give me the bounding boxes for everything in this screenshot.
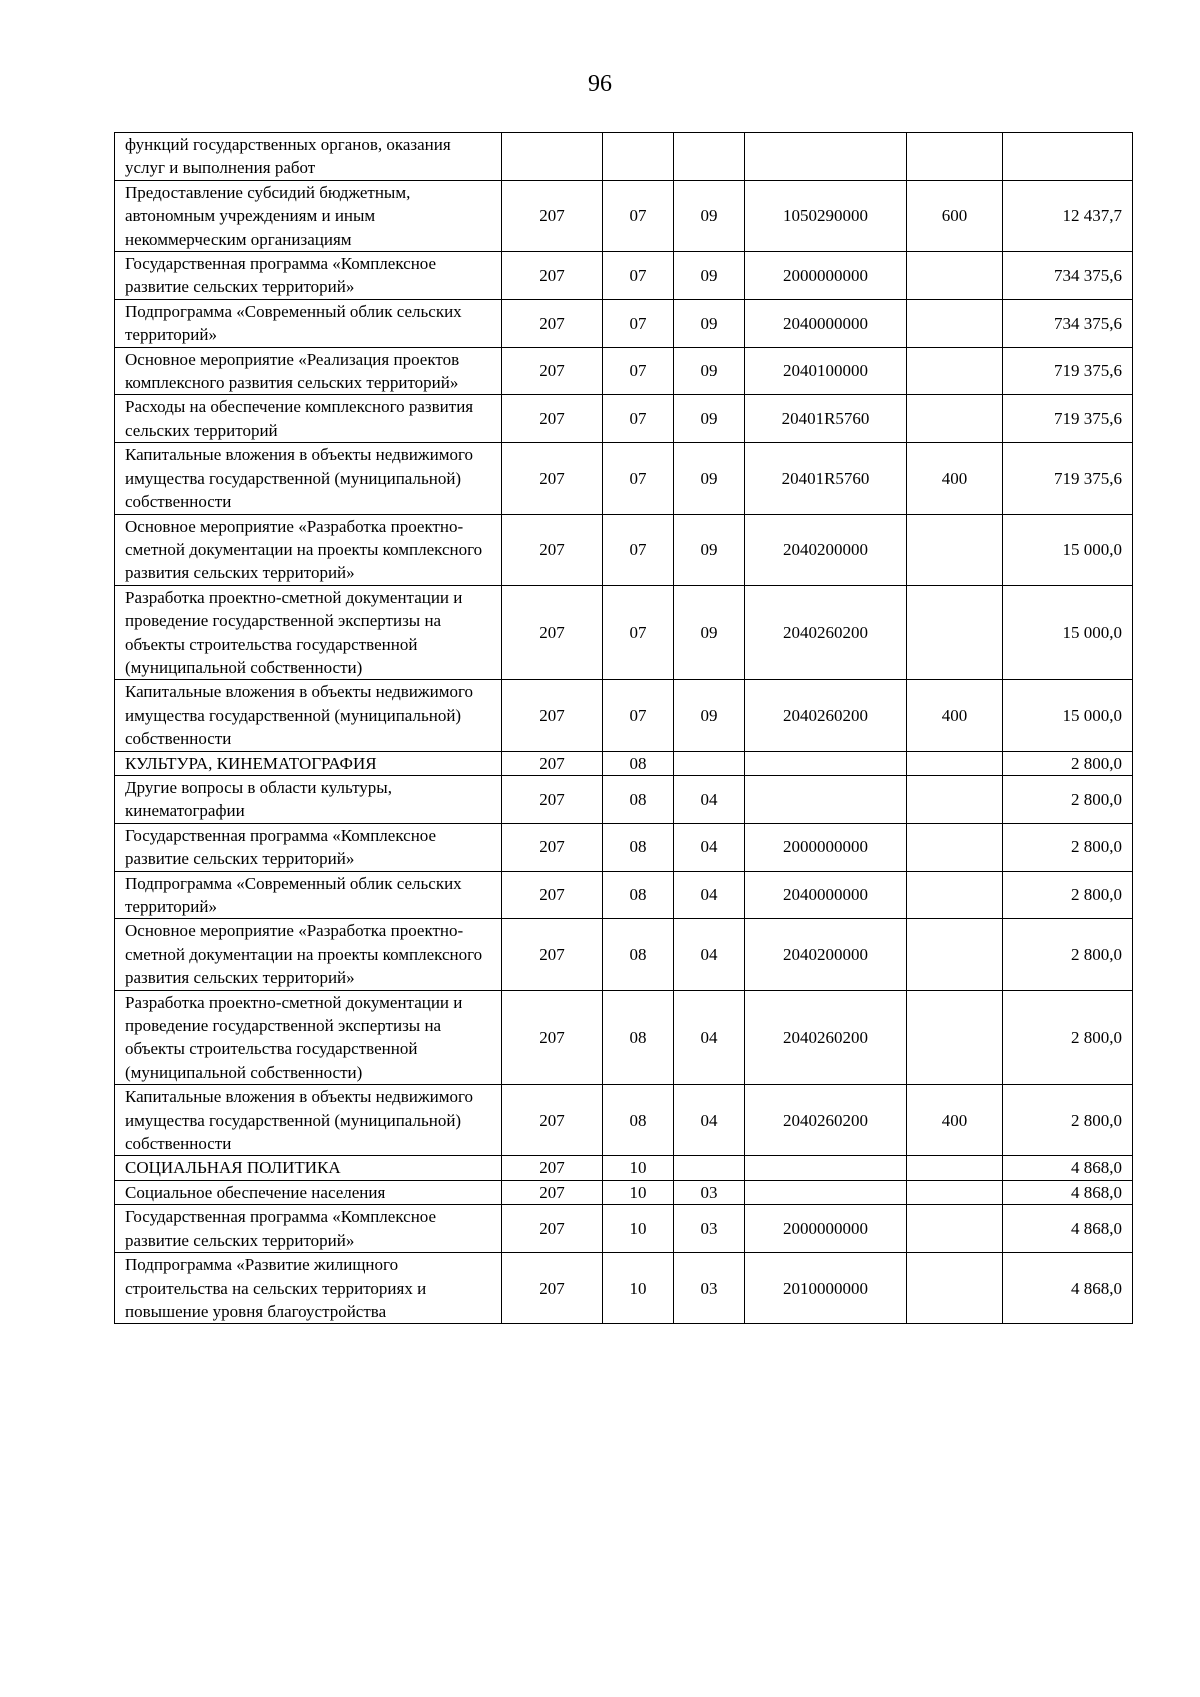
cell-amount: 2 800,0: [1003, 823, 1133, 871]
cell-amount: 4 868,0: [1003, 1156, 1133, 1180]
cell-grbs: [502, 133, 603, 181]
cell-amount: 2 800,0: [1003, 919, 1133, 990]
cell-expense-type: [907, 585, 1003, 680]
cell-expense-type: 400: [907, 680, 1003, 751]
cell-target-article: 2010000000: [745, 1253, 907, 1324]
cell-section: 07: [603, 514, 674, 585]
cell-name: Капитальные вложения в объекты недвижимого имущества государственной (муниципальной) собственности: [115, 443, 502, 514]
table-row: [115, 1085, 1133, 1156]
cell-target-article: 20401R5760: [745, 395, 907, 443]
table-row: [115, 990, 1133, 1085]
cell-amount: 4 868,0: [1003, 1205, 1133, 1253]
cell-section: 10: [603, 1205, 674, 1253]
cell-target-article: [745, 133, 907, 181]
cell-name: Социальное обеспечение населения: [115, 1180, 502, 1204]
table-row: [115, 775, 1133, 823]
cell-expense-type: [907, 133, 1003, 181]
cell-amount: 15 000,0: [1003, 514, 1133, 585]
cell-target-article: 2040260200: [745, 990, 907, 1085]
cell-amount: 2 800,0: [1003, 751, 1133, 775]
cell-grbs: 207: [502, 252, 603, 300]
cell-expense-type: 600: [907, 180, 1003, 251]
cell-expense-type: [907, 514, 1003, 585]
cell-subsection: 04: [674, 823, 745, 871]
cell-target-article: 2000000000: [745, 823, 907, 871]
cell-section: 10: [603, 1253, 674, 1324]
cell-section: 08: [603, 990, 674, 1085]
cell-name: Основное мероприятие «Разработка проектно- сметной документации на проекты комплексного развития сельских территорий»: [115, 919, 502, 990]
cell-subsection: 09: [674, 395, 745, 443]
cell-subsection: [674, 1156, 745, 1180]
table-row: [115, 252, 1133, 300]
cell-grbs: 207: [502, 514, 603, 585]
cell-name: Разработка проектно-сметной документации и проведение государственной экспертизы на объекты строительства государственной (муниципальной собственности): [115, 585, 502, 680]
cell-expense-type: [907, 252, 1003, 300]
cell-target-article: [745, 751, 907, 775]
cell-amount: 15 000,0: [1003, 585, 1133, 680]
cell-expense-type: [907, 871, 1003, 919]
cell-expense-type: [907, 990, 1003, 1085]
cell-name: Капитальные вложения в объекты недвижимого имущества государственной (муниципальной) собственности: [115, 680, 502, 751]
cell-subsection: 09: [674, 680, 745, 751]
cell-section: 08: [603, 1085, 674, 1156]
cell-amount: 12 437,7: [1003, 180, 1133, 251]
cell-amount: 4 868,0: [1003, 1180, 1133, 1204]
cell-target-article: 2000000000: [745, 252, 907, 300]
cell-subsection: 09: [674, 299, 745, 347]
cell-name: функций государственных органов, оказания услуг и выполнения работ: [115, 133, 502, 181]
table-row: [115, 395, 1133, 443]
cell-expense-type: 400: [907, 443, 1003, 514]
cell-grbs: 207: [502, 871, 603, 919]
cell-expense-type: [907, 751, 1003, 775]
cell-name: Государственная программа «Комплексное развитие сельских территорий»: [115, 252, 502, 300]
cell-target-article: 2040100000: [745, 347, 907, 395]
cell-grbs: 207: [502, 775, 603, 823]
cell-section: 08: [603, 871, 674, 919]
cell-expense-type: [907, 395, 1003, 443]
cell-grbs: 207: [502, 680, 603, 751]
cell-amount: 719 375,6: [1003, 347, 1133, 395]
cell-expense-type: [907, 1253, 1003, 1324]
cell-target-article: [745, 1156, 907, 1180]
cell-grbs: 207: [502, 1156, 603, 1180]
cell-target-article: 2040260200: [745, 585, 907, 680]
table-row: [115, 347, 1133, 395]
cell-subsection: 09: [674, 347, 745, 395]
cell-grbs: 207: [502, 990, 603, 1085]
cell-grbs: 207: [502, 919, 603, 990]
cell-grbs: 207: [502, 1205, 603, 1253]
cell-expense-type: 400: [907, 1085, 1003, 1156]
cell-amount: 2 800,0: [1003, 775, 1133, 823]
cell-subsection: 03: [674, 1180, 745, 1204]
budget-table-body: [115, 133, 1133, 1324]
cell-target-article: 2000000000: [745, 1205, 907, 1253]
cell-name: Основное мероприятие «Реализация проектов комплексного развития сельских территорий»: [115, 347, 502, 395]
cell-subsection: [674, 133, 745, 181]
cell-name: СОЦИАЛЬНАЯ ПОЛИТИКА: [115, 1156, 502, 1180]
cell-expense-type: [907, 919, 1003, 990]
cell-section: 10: [603, 1156, 674, 1180]
cell-name: Другие вопросы в области культуры, кинематографии: [115, 775, 502, 823]
cell-amount: [1003, 133, 1133, 181]
cell-expense-type: [907, 1156, 1003, 1180]
cell-target-article: 2040200000: [745, 919, 907, 990]
cell-grbs: 207: [502, 347, 603, 395]
cell-section: 07: [603, 299, 674, 347]
cell-subsection: 04: [674, 990, 745, 1085]
cell-section: 07: [603, 252, 674, 300]
cell-name: Капитальные вложения в объекты недвижимого имущества государственной (муниципальной) собственности: [115, 1085, 502, 1156]
cell-section: 07: [603, 585, 674, 680]
table-row: [115, 823, 1133, 871]
table-row: [115, 1205, 1133, 1253]
cell-amount: 2 800,0: [1003, 1085, 1133, 1156]
cell-expense-type: [907, 1205, 1003, 1253]
cell-grbs: 207: [502, 1180, 603, 1204]
cell-section: [603, 133, 674, 181]
table-row: [115, 133, 1133, 181]
page-number: 96: [588, 71, 612, 97]
table-row: [115, 1253, 1133, 1324]
cell-name: Государственная программа «Комплексное развитие сельских территорий»: [115, 1205, 502, 1253]
cell-subsection: 04: [674, 775, 745, 823]
cell-amount: 734 375,6: [1003, 299, 1133, 347]
cell-amount: 2 800,0: [1003, 990, 1133, 1085]
cell-grbs: 207: [502, 299, 603, 347]
cell-subsection: 04: [674, 919, 745, 990]
cell-amount: 2 800,0: [1003, 871, 1133, 919]
cell-subsection: 09: [674, 252, 745, 300]
cell-section: 08: [603, 751, 674, 775]
table-row: [115, 180, 1133, 251]
cell-name: Государственная программа «Комплексное развитие сельских территорий»: [115, 823, 502, 871]
cell-target-article: 2040260200: [745, 1085, 907, 1156]
cell-subsection: 03: [674, 1205, 745, 1253]
cell-subsection: 04: [674, 871, 745, 919]
table-row: [115, 1156, 1133, 1180]
cell-subsection: 09: [674, 585, 745, 680]
cell-grbs: 207: [502, 1085, 603, 1156]
cell-section: 07: [603, 443, 674, 514]
cell-name: Подпрограмма «Развитие жилищного строительства на сельских территориях и повышение уровня благоустройства: [115, 1253, 502, 1324]
cell-expense-type: [907, 823, 1003, 871]
table-row: [115, 514, 1133, 585]
cell-grbs: 207: [502, 751, 603, 775]
cell-grbs: 207: [502, 443, 603, 514]
cell-target-article: 2040000000: [745, 871, 907, 919]
cell-name: Разработка проектно-сметной документации и проведение государственной экспертизы на объекты строительства государственной (муниципальной собственности): [115, 990, 502, 1085]
cell-grbs: 207: [502, 180, 603, 251]
cell-subsection: 03: [674, 1253, 745, 1324]
cell-name: Основное мероприятие «Разработка проектно- сметной документации на проекты комплексного развития сельских территорий»: [115, 514, 502, 585]
cell-expense-type: [907, 1180, 1003, 1204]
cell-section: 08: [603, 775, 674, 823]
cell-amount: 15 000,0: [1003, 680, 1133, 751]
cell-name: Подпрограмма «Современный облик сельских территорий»: [115, 299, 502, 347]
cell-subsection: 09: [674, 180, 745, 251]
cell-subsection: 09: [674, 514, 745, 585]
table-row: [115, 299, 1133, 347]
cell-expense-type: [907, 347, 1003, 395]
cell-amount: 4 868,0: [1003, 1253, 1133, 1324]
cell-grbs: 207: [502, 1253, 603, 1324]
cell-name: Расходы на обеспечение комплексного развития сельских территорий: [115, 395, 502, 443]
cell-expense-type: [907, 775, 1003, 823]
cell-target-article: [745, 775, 907, 823]
cell-name: КУЛЬТУРА, КИНЕМАТОГРАФИЯ: [115, 751, 502, 775]
cell-section: 08: [603, 919, 674, 990]
cell-expense-type: [907, 299, 1003, 347]
cell-amount: 734 375,6: [1003, 252, 1133, 300]
cell-target-article: 2040260200: [745, 680, 907, 751]
cell-amount: 719 375,6: [1003, 395, 1133, 443]
cell-name: Предоставление субсидий бюджетным, автономным учреждениям и иным некоммерческим организациям: [115, 180, 502, 251]
table-row: [115, 751, 1133, 775]
cell-target-article: [745, 1180, 907, 1204]
table-row: [115, 1180, 1133, 1204]
cell-subsection: 04: [674, 1085, 745, 1156]
budget-table: [114, 132, 1133, 1324]
table-row: [115, 585, 1133, 680]
cell-section: 07: [603, 395, 674, 443]
cell-grbs: 207: [502, 585, 603, 680]
cell-target-article: 2040000000: [745, 299, 907, 347]
cell-subsection: [674, 751, 745, 775]
cell-section: 10: [603, 1180, 674, 1204]
table-row: [115, 919, 1133, 990]
table-row: [115, 680, 1133, 751]
table-row: [115, 871, 1133, 919]
cell-section: 07: [603, 680, 674, 751]
cell-target-article: 2040200000: [745, 514, 907, 585]
cell-section: 07: [603, 180, 674, 251]
cell-amount: 719 375,6: [1003, 443, 1133, 514]
cell-name: Подпрограмма «Современный облик сельских территорий»: [115, 871, 502, 919]
cell-section: 07: [603, 347, 674, 395]
cell-grbs: 207: [502, 823, 603, 871]
cell-subsection: 09: [674, 443, 745, 514]
cell-grbs: 207: [502, 395, 603, 443]
cell-section: 08: [603, 823, 674, 871]
table-row: [115, 443, 1133, 514]
cell-target-article: 1050290000: [745, 180, 907, 251]
cell-target-article: 20401R5760: [745, 443, 907, 514]
